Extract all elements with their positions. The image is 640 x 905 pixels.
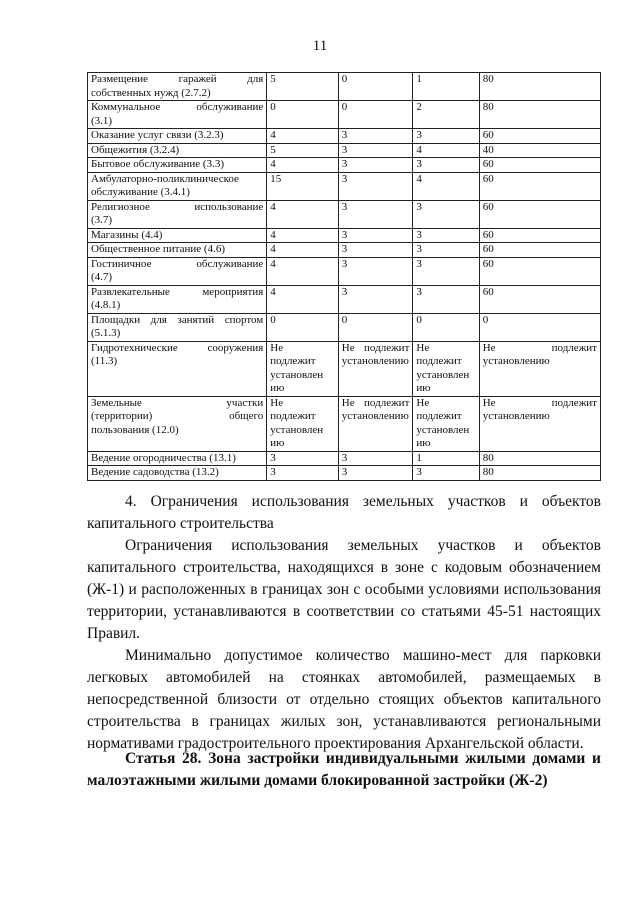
value-cell: 3 xyxy=(338,228,413,243)
use-type-cell xyxy=(88,257,267,285)
value-line: Не подлежит xyxy=(482,396,597,409)
value-cell: 3 xyxy=(267,451,339,466)
use-type-line: Размещение гаражей для xyxy=(91,73,264,85)
value-cell: 3 xyxy=(413,200,479,228)
table-row xyxy=(88,172,601,200)
value-cell: 60 xyxy=(479,285,600,313)
table-row xyxy=(88,73,601,101)
value-cell: 60 xyxy=(479,158,600,173)
value-cell: 3 xyxy=(338,200,413,228)
value-line: установлению xyxy=(482,355,550,367)
use-type-cell xyxy=(88,158,267,173)
use-type-cell xyxy=(88,243,267,258)
use-type-line: пользования (12.0) xyxy=(91,423,179,436)
table-row xyxy=(88,257,601,285)
use-type-cell xyxy=(88,313,267,341)
section-4-title: 4. Ограничения использования земельных участков и объектов капитального строительства xyxy=(87,493,601,532)
table-row xyxy=(88,313,601,341)
value-line: Не xyxy=(416,341,430,354)
use-type-line: Амбулаторно-поликлиническое xyxy=(91,172,239,185)
article-28-heading: Статья 28. Зона застройки индивидуальными жилыми домами и малоэтажными жилыми домами блокированной застройки (Ж-2) xyxy=(87,750,601,789)
table-row xyxy=(88,101,601,129)
table-row xyxy=(88,228,601,243)
use-type-cell xyxy=(88,200,267,228)
value-cell: 15 xyxy=(267,172,339,200)
value-cell: 3 xyxy=(413,243,479,258)
value-cell: 3 xyxy=(413,257,479,285)
value-cell xyxy=(479,341,600,396)
value-line: Не подлежит xyxy=(341,341,410,354)
value-cell: 3 xyxy=(338,243,413,258)
value-line: установлен xyxy=(416,368,470,381)
use-type-line: (3.1) xyxy=(91,114,113,127)
value-cell: 60 xyxy=(479,243,600,258)
value-cell: 4 xyxy=(267,285,339,313)
use-type-line: Магазины (4.4) xyxy=(91,228,163,241)
value-cell: 0 xyxy=(267,313,339,341)
value-cell: 3 xyxy=(413,285,479,313)
page-number: 11 xyxy=(312,38,328,54)
value-cell: 60 xyxy=(479,129,600,144)
value-line: подлежит xyxy=(416,410,462,422)
use-type-cell xyxy=(88,396,267,451)
value-cell: 40 xyxy=(479,143,600,158)
use-type-cell xyxy=(88,143,267,158)
value-cell: 4 xyxy=(267,257,339,285)
table-row xyxy=(88,285,601,313)
value-cell: 3 xyxy=(338,285,413,313)
value-cell: 3 xyxy=(267,466,339,481)
value-cell xyxy=(338,396,413,451)
use-type-line: (4.7) xyxy=(91,271,113,283)
use-type-line: (3.7) xyxy=(91,214,113,226)
value-cell: 0 xyxy=(338,313,413,341)
value-cell: 3 xyxy=(338,143,413,158)
use-type-cell xyxy=(88,101,267,129)
table-row xyxy=(88,341,601,396)
value-cell xyxy=(267,341,339,396)
value-line: установлен xyxy=(270,423,324,436)
value-cell xyxy=(338,341,413,396)
use-type-line: Оказание услуг связи (3.2.3) xyxy=(91,129,224,141)
table-body xyxy=(88,73,601,481)
table-row xyxy=(88,396,601,451)
value-cell xyxy=(413,341,479,396)
table-row xyxy=(88,158,601,173)
value-cell: 5 xyxy=(267,143,339,158)
use-type-line: Коммунальное обслуживание xyxy=(91,101,264,113)
value-cell xyxy=(479,396,600,451)
value-cell: 4 xyxy=(267,228,339,243)
value-cell: 3 xyxy=(338,451,413,466)
value-cell: 3 xyxy=(413,466,479,481)
value-line: подлежит xyxy=(416,355,462,367)
use-type-line: (территории) общего xyxy=(91,410,264,422)
use-type-line: Площадки для занятий спортом xyxy=(91,313,264,326)
use-type-line: (4.8.1) xyxy=(91,299,121,311)
use-type-line: Религиозное использование xyxy=(91,200,264,213)
value-cell: 5 xyxy=(267,73,339,101)
table-row xyxy=(88,466,601,481)
value-line: подлежит xyxy=(270,410,316,422)
value-line: ию xyxy=(416,382,431,394)
use-type-cell xyxy=(88,466,267,481)
value-cell: 3 xyxy=(413,228,479,243)
value-cell: 0 xyxy=(338,101,413,129)
section-4 xyxy=(87,491,601,755)
use-type-cell xyxy=(88,172,267,200)
section-4-paragraph-2: Минимально допустимое количество машино-мест для парковки легковых автомобилей на стоянках автомобилей, размещаемых в непосредственной близости от отдельно стоящих объектов капитального строительства в границах жилых зон, устанавливаются региональными нормативами градостроительного проектирования Архангельской области. xyxy=(87,647,601,752)
use-type-cell xyxy=(88,228,267,243)
value-cell: 60 xyxy=(479,257,600,285)
value-cell: 4 xyxy=(267,243,339,258)
use-type-line: Общежития (3.2.4) xyxy=(91,143,180,156)
value-line: Не xyxy=(270,396,284,409)
use-type-line: Гостиничное обслуживание xyxy=(91,257,264,270)
value-cell: 80 xyxy=(479,451,600,466)
use-type-line: Бытовое обслуживание (3.3) xyxy=(91,158,224,170)
use-type-line: собственных нужд (2.7.2) xyxy=(91,86,211,99)
table-row xyxy=(88,451,601,466)
value-cell: 4 xyxy=(267,158,339,173)
value-line: установлению xyxy=(341,410,409,422)
value-cell: 0 xyxy=(338,73,413,101)
value-line: установлен xyxy=(416,423,470,436)
value-line: ию xyxy=(270,382,285,394)
use-type-line: Ведение огородничества (13.1) xyxy=(91,451,236,464)
value-cell: 4 xyxy=(267,200,339,228)
value-cell xyxy=(413,396,479,451)
value-cell: 3 xyxy=(338,466,413,481)
use-type-cell xyxy=(88,285,267,313)
use-type-cell xyxy=(88,129,267,144)
use-type-cell xyxy=(88,73,267,101)
value-line: Не xyxy=(270,341,284,354)
use-type-line: обслуживание (3.4.1) xyxy=(91,186,190,198)
value-cell xyxy=(267,396,339,451)
table-row xyxy=(88,200,601,228)
value-line: ию xyxy=(270,437,285,449)
use-type-line: Гидротехнические сооружения xyxy=(91,341,264,354)
value-cell: 80 xyxy=(479,101,600,129)
use-type-line: Ведение садоводства (13.2) xyxy=(91,466,219,478)
value-line: установлен xyxy=(270,368,324,381)
value-cell: 80 xyxy=(479,466,600,481)
value-line: установлению xyxy=(482,410,550,422)
value-line: ию xyxy=(416,437,431,449)
value-line: Не подлежит xyxy=(341,396,410,409)
value-cell: 2 xyxy=(413,101,479,129)
value-cell: 60 xyxy=(479,172,600,200)
use-type-line: (11.3) xyxy=(91,355,118,367)
value-cell: 3 xyxy=(338,129,413,144)
value-cell: 1 xyxy=(413,451,479,466)
value-cell: 0 xyxy=(413,313,479,341)
value-cell: 80 xyxy=(479,73,600,101)
use-type-cell xyxy=(88,341,267,396)
use-type-cell xyxy=(88,451,267,466)
use-type-line: Общественное питание (4.6) xyxy=(91,243,225,255)
use-type-line: Земельные участки xyxy=(91,396,264,409)
value-cell: 3 xyxy=(413,129,479,144)
value-cell: 4 xyxy=(267,129,339,144)
value-line: установлению xyxy=(341,355,409,367)
value-cell: 0 xyxy=(479,313,600,341)
value-cell: 60 xyxy=(479,228,600,243)
value-cell: 4 xyxy=(413,172,479,200)
table-row xyxy=(88,129,601,144)
value-cell: 4 xyxy=(413,143,479,158)
value-cell: 60 xyxy=(479,200,600,228)
value-cell: 0 xyxy=(267,101,339,129)
value-cell: 1 xyxy=(413,73,479,101)
table-row xyxy=(88,243,601,258)
use-type-line: (5.1.3) xyxy=(91,327,121,339)
use-type-line: Развлекательные мероприятия xyxy=(91,285,264,298)
table-row xyxy=(88,143,601,158)
value-line: подлежит xyxy=(270,355,316,367)
section-4-paragraph-1: Ограничения использования земельных участков и объектов капитального строительства, находящихся в зоне с кодовым обозначением (Ж-1) и расположенных в границах зон с особыми условиями использования территории, устанавливаются в соответствии со статьями 45-51 настоящих Правил. xyxy=(87,537,601,642)
value-cell: 3 xyxy=(338,158,413,173)
value-cell: 3 xyxy=(413,158,479,173)
parameters-table xyxy=(87,72,601,481)
value-cell: 3 xyxy=(338,257,413,285)
value-line: Не подлежит xyxy=(482,341,597,354)
value-line: Не xyxy=(416,396,430,409)
value-cell: 3 xyxy=(338,172,413,200)
